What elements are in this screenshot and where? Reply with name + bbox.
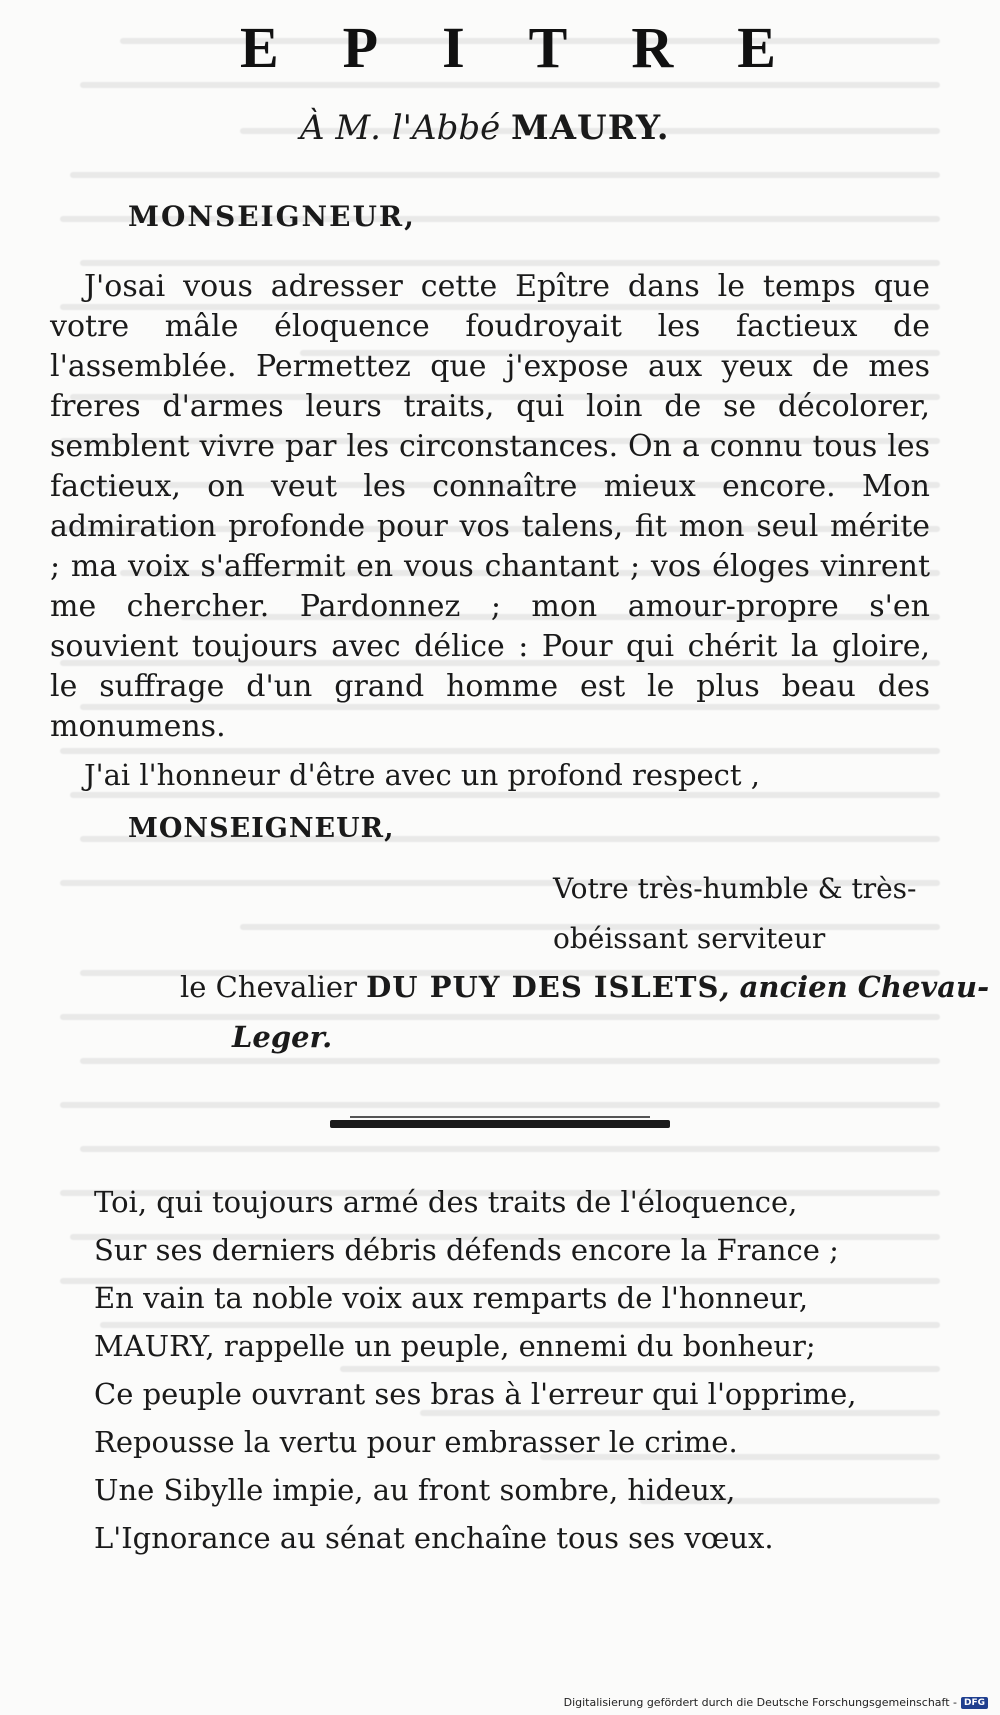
poem-line: Repousse la vertu pour embrasser le crime. (94, 1425, 738, 1459)
poem-line: Toi, qui toujours armé des traits de l'éloquence, (94, 1185, 798, 1219)
poem-line: L'Ignorance au sénat enchaîne tous ses vœux. (94, 1521, 774, 1555)
signature-line-2: obéissant serviteur (553, 922, 826, 955)
poem-line: Ce peuple ouvrant ses bras à l'erreur qui l'opprime, (94, 1377, 857, 1411)
signature-name-line (180, 970, 989, 1004)
addressee-prefix: À M. l'Abbé (300, 108, 501, 148)
addressee-name: MAURY. (511, 108, 670, 148)
closing-formula: J'ai l'honneur d'être avec un profond respect , (84, 758, 761, 792)
signature-title-continued: Leger. (232, 1020, 333, 1054)
signature-name-prefix: le Chevalier (180, 970, 357, 1004)
signature-title: , ancien Chevau- (719, 970, 990, 1004)
letter-body (50, 267, 930, 747)
page-title: EPITRE (240, 15, 840, 80)
letter-paragraph: J'osai vous adresser cette Epître dans le temps que votre mâle éloquence foudroyait les factieux de l'assemblée. Permettez que j'expose aux yeux de mes freres d'armes leurs traits, qui loin de se décolorer, semblent vivre par les circonstances. On a connu tous les factieux, on veut les connaître mieux encore. Mon admiration profonde pour vos talens, fit mon seul mérite ; ma voix s'affermit en vous chantant ; vos éloges vinrent me chercher. Pardonnez ; mon amour-propre s'en souvient toujours avec délice : Pour qui chérit la gloire, le suffrage d'un grand homme est le plus beau des monumens. (50, 269, 930, 744)
poem-line: Une Sibylle impie, au front sombre, hideux, (94, 1473, 736, 1507)
dfg-logo-icon: DFG (961, 1697, 988, 1709)
poem-line: MAURY, rappelle un peuple, ennemi du bonheur; (94, 1329, 816, 1363)
ornamental-divider (330, 1120, 670, 1128)
signature-name: DU PUY DES ISLETS (366, 970, 720, 1004)
poem (94, 1178, 914, 1562)
poem-line: En vain ta noble voix aux remparts de l'honneur, (94, 1281, 809, 1315)
signature-line-1: Votre très-humble & très- (553, 872, 917, 905)
digitization-footer (564, 1696, 988, 1709)
salutation: MONSEIGNEUR, (128, 200, 416, 233)
footer-credit: Digitalisierung gefördert durch die Deutsche Forschungsgemeinschaft - (563, 1696, 957, 1709)
poem-line: Sur ses derniers débris défends encore la France ; (94, 1233, 839, 1267)
salutation-repeat: MONSEIGNEUR, (128, 813, 395, 844)
addressee-line (300, 108, 670, 148)
